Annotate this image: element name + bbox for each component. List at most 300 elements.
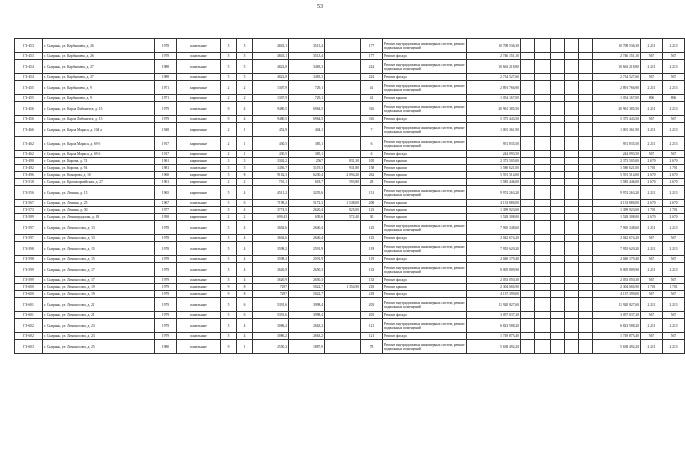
cell-y1: 2 211 xyxy=(641,242,663,256)
cell-year: 1965 xyxy=(155,186,177,200)
cell-area2: 6964,5 xyxy=(289,102,325,116)
cell-empty xyxy=(565,298,579,312)
cell-cost2: 1 580 621,00 xyxy=(593,165,641,172)
cell-y2: 1 701 xyxy=(663,207,685,214)
cell-work: Ремонт фасада xyxy=(383,116,467,123)
cell-empty xyxy=(535,74,551,81)
cell-cost: 8 005 809,90 xyxy=(467,263,521,277)
cell-y1: 2 211 xyxy=(641,39,663,53)
cell-area2: 5119,3 xyxy=(289,165,325,172)
cell-empty xyxy=(565,200,579,207)
cell-e: 4 xyxy=(237,256,253,263)
cell-cost2: 1 749 875,40 xyxy=(593,333,641,340)
cell-empty xyxy=(535,123,551,137)
cell-e: 5 xyxy=(237,60,253,74)
table-row xyxy=(15,298,685,312)
cell-y2: 2 670 xyxy=(663,172,685,179)
cell-n: 123 xyxy=(361,207,383,214)
cell-mat: панельные xyxy=(177,298,221,312)
cell-empty xyxy=(535,319,551,333)
cell-e: 4 xyxy=(237,207,253,214)
cell-area: 3602,6 xyxy=(253,221,289,235)
cell-addr: г. Сызрань, ул. Ломоносова, д. 23 xyxy=(43,333,155,340)
cell-year: 1979 xyxy=(155,312,177,319)
cell-y2: 2 213 xyxy=(663,221,685,235)
cell-area3 xyxy=(325,186,361,200)
cell-addr: г. Сызрань, ул. Ломоносова, д. 13 xyxy=(43,221,155,235)
cell-id: ГЗ-602 xyxy=(15,333,43,340)
cell-mat: панельные xyxy=(177,235,221,242)
cell-empty xyxy=(535,172,551,179)
cell-e: 8 xyxy=(237,291,253,298)
cell-y2: 567 xyxy=(663,333,685,340)
cell-mat: панельные xyxy=(177,312,221,319)
cell-cost2: 2 373 505,00 xyxy=(593,158,641,165)
cell-empty xyxy=(521,291,535,298)
cell-empty xyxy=(551,333,565,340)
cell-work: Ремонт внутридомовых инженерных систем, ремонт подвальных помещений xyxy=(383,102,467,116)
cell-area: 7297 xyxy=(253,284,289,291)
cell-n: 218 xyxy=(361,284,383,291)
cell-empty xyxy=(579,53,593,60)
table-row xyxy=(15,123,685,137)
cell-n: 208 xyxy=(361,200,383,207)
cell-cost2: 4 133 880,00 xyxy=(593,200,641,207)
cell-empty xyxy=(551,179,565,186)
cell-e: 4 xyxy=(237,277,253,284)
cell-f: 2 xyxy=(221,123,237,137)
cell-year: 1971 xyxy=(155,95,177,102)
cell-e: 2 xyxy=(237,214,253,221)
cell-mat: панельные xyxy=(177,60,221,74)
cell-y1: 2 670 xyxy=(641,214,663,221)
cell-empty xyxy=(535,158,551,165)
cell-f: 5 xyxy=(221,263,237,277)
cell-work: Ремонт фасада xyxy=(383,74,467,81)
cell-area3: 2 094,20 xyxy=(325,172,361,179)
cell-empty xyxy=(579,207,593,214)
cell-n: 177 xyxy=(361,53,383,60)
cell-empty xyxy=(565,186,579,200)
cell-area2: 2567 xyxy=(289,158,325,165)
cell-empty xyxy=(579,221,593,235)
cell-area: 9480,5 xyxy=(253,102,289,116)
cell-y2: 2 213 xyxy=(663,137,685,151)
cell-empty xyxy=(535,137,551,151)
table-row xyxy=(15,221,685,235)
cell-year: 1978 xyxy=(155,39,177,53)
cell-f: 2 xyxy=(221,81,237,95)
cell-cost: 2 373 505,00 xyxy=(467,158,521,165)
cell-y2: 567 xyxy=(663,235,685,242)
cell-mat: панельные xyxy=(177,200,221,207)
cell-empty xyxy=(521,81,535,95)
cell-y1: 2 670 xyxy=(641,158,663,165)
cell-y1: 1 701 xyxy=(641,207,663,214)
cell-addr: г. Сызрань, ул. Кирова, д. 74 xyxy=(43,158,155,165)
cell-area3 xyxy=(325,102,361,116)
cell-id: ГЗ-597 xyxy=(15,235,43,242)
cell-cost: 2 053 050,30 xyxy=(467,277,521,284)
cell-work: Ремонт внутридомовых инженерных систем, ремонт подвальных помещений xyxy=(383,60,467,74)
cell-area3: 825,00 xyxy=(325,207,361,214)
cell-area2: 2591,9 xyxy=(289,242,325,256)
cell-area: 701,1 xyxy=(253,179,289,186)
cell-f: 5 xyxy=(221,186,237,200)
cell-area3 xyxy=(325,151,361,158)
cell-n: 203 xyxy=(361,312,383,319)
cell-empty xyxy=(535,102,551,116)
cell-cost2: 2 042 674,20 xyxy=(593,235,641,242)
cell-cost: 1 001 361,90 xyxy=(467,123,521,137)
cell-empty xyxy=(521,165,535,172)
cell-n: 119 xyxy=(361,242,383,256)
cell-area2: 5022,7 xyxy=(289,291,325,298)
cell-work: Ремонт фасада xyxy=(383,277,467,284)
cell-mat: панельные xyxy=(177,207,221,214)
cell-area3: 1 548,00 xyxy=(325,200,361,207)
cell-year: 1978 xyxy=(155,221,177,235)
cell-empty xyxy=(579,340,593,354)
cell-y2: 567 xyxy=(663,312,685,319)
repair-program-table xyxy=(14,38,685,354)
cell-empty xyxy=(565,95,579,102)
cell-mat: кирпичные xyxy=(177,123,221,137)
cell-empty xyxy=(579,95,593,102)
cell-f: 5 xyxy=(221,242,237,256)
cell-mat: кирпичные xyxy=(177,81,221,95)
cell-addr: г. Сызрань, ул. Ленина, д. 25 xyxy=(43,200,155,207)
cell-empty xyxy=(579,214,593,221)
cell-area: 3774,5 xyxy=(253,207,289,214)
cell-work: Ремонт крыши xyxy=(383,200,467,207)
cell-n: 177 xyxy=(361,39,383,53)
table-row xyxy=(15,137,685,151)
cell-area: 7297 xyxy=(253,291,289,298)
cell-area3: 572,40 xyxy=(325,214,361,221)
table-row xyxy=(15,186,685,200)
cell-y1: 2 211 xyxy=(641,81,663,95)
cell-year: 1961 xyxy=(155,179,177,186)
cell-e: 5 xyxy=(237,74,253,81)
page-number: 53 xyxy=(317,4,323,10)
cell-empty xyxy=(551,291,565,298)
cell-area3: 1 354,90 xyxy=(325,284,361,291)
cell-n: 121 xyxy=(361,333,383,340)
cell-id: ГЗ-456 xyxy=(15,102,43,116)
cell-empty xyxy=(551,60,565,74)
cell-y2: 2 670 xyxy=(663,214,685,221)
cell-y2: 567 xyxy=(663,116,685,123)
cell-y1: 2 211 xyxy=(641,319,663,333)
cell-empty xyxy=(551,242,565,256)
cell-area3 xyxy=(325,277,361,284)
cell-empty xyxy=(551,172,565,179)
cell-mat: панельные xyxy=(177,242,221,256)
cell-mat: панельные xyxy=(177,53,221,60)
cell-id: ГЗ-599 xyxy=(15,263,43,277)
cell-empty xyxy=(521,137,535,151)
cell-n: 78 xyxy=(361,340,383,354)
cell-addr: г. Сызрань, ул. Ломоносова, д. 15 xyxy=(43,242,155,256)
cell-empty xyxy=(551,340,565,354)
cell-y1: 567 xyxy=(641,291,663,298)
cell-work: Ремонт фасада xyxy=(383,291,467,298)
cell-area3 xyxy=(325,235,361,242)
cell-y2: 2 213 xyxy=(663,81,685,95)
table-row xyxy=(15,333,685,340)
cell-area: 452,9 xyxy=(253,123,289,137)
cell-empty xyxy=(551,277,565,284)
cell-n: 316 xyxy=(361,116,383,123)
cell-mat: панельные xyxy=(177,277,221,284)
cell-work: Ремонт фасада xyxy=(383,151,467,158)
cell-id: ГЗ-453 xyxy=(15,39,43,53)
cell-y1: 567 xyxy=(641,74,663,81)
cell-f: 5 xyxy=(221,74,237,81)
cell-area3 xyxy=(325,319,361,333)
cell-area: 4843,1 xyxy=(253,39,289,53)
cell-area2: 385,1 xyxy=(289,151,325,158)
cell-empty xyxy=(521,95,535,102)
cell-empty xyxy=(551,312,565,319)
cell-addr: г. Сызрань, ул. Ломоносова, д. 13 xyxy=(43,235,155,242)
cell-work: Ремонт внутридомовых инженерных систем, ремонт подвальных помещений xyxy=(383,123,467,137)
cell-y2: 2 213 xyxy=(663,319,685,333)
cell-mat: панельные xyxy=(177,291,221,298)
cell-empty xyxy=(551,123,565,137)
cell-cost: 1 580 621,00 xyxy=(467,165,521,172)
cell-year: 1967 xyxy=(155,200,177,207)
cell-id: ГЗ-462 xyxy=(15,137,43,151)
cell-addr: г. Сызрань, ул. Ломоносова, д. 19 xyxy=(43,291,155,298)
cell-y1: 567 xyxy=(641,151,663,158)
cell-empty xyxy=(565,263,579,277)
table-row xyxy=(15,95,685,102)
cell-addr: г. Сызрань, ул. Комарова, д. 10 xyxy=(43,172,155,179)
cell-id: ГЗ-455 xyxy=(15,81,43,95)
cell-addr: г. Сызрань, ул. Ленинградская, д. 18 xyxy=(43,214,155,221)
cell-f: 5 xyxy=(221,39,237,53)
cell-work: Ремонт фасада xyxy=(383,312,467,319)
cell-empty xyxy=(565,39,579,53)
cell-f: 9 xyxy=(221,102,237,116)
cell-empty xyxy=(565,256,579,263)
cell-area2: 618,7 xyxy=(289,179,325,186)
cell-id: ГЗ-462 xyxy=(15,151,43,158)
cell-n: 28 xyxy=(361,179,383,186)
cell-area3 xyxy=(325,123,361,137)
cell-f: 3 xyxy=(221,158,237,165)
cell-empty xyxy=(535,256,551,263)
cell-addr: г. Сызрань, ул. Ленина, д. 15 xyxy=(43,186,155,200)
cell-area2: 2650,3 xyxy=(289,277,325,284)
cell-addr: г. Сызрань, ул. Карбышева, д. 9 xyxy=(43,95,155,102)
cell-addr: г. Сызрань, ул. Карбышева, д. 27 xyxy=(43,60,155,74)
cell-empty xyxy=(565,214,579,221)
cell-cost: 9 974 263,20 xyxy=(467,186,521,200)
cell-id: ГЗ-556 xyxy=(15,186,43,200)
cell-empty xyxy=(565,137,579,151)
cell-year: 1917 xyxy=(155,137,177,151)
cell-e: 4 xyxy=(237,333,253,340)
cell-empty xyxy=(565,172,579,179)
cell-area2: 3513,4 xyxy=(289,53,325,60)
cell-area: 1307,9 xyxy=(253,95,289,102)
cell-empty xyxy=(551,200,565,207)
cell-area2: 404,1 xyxy=(289,123,325,137)
cell-id: ГЗ-600 xyxy=(15,284,43,291)
cell-cost2: 9 974 263,20 xyxy=(593,186,641,200)
cell-id: ГЗ-454 xyxy=(15,60,43,74)
cell-empty xyxy=(565,81,579,95)
cell-empty xyxy=(521,186,535,200)
cell-year: 1979 xyxy=(155,284,177,291)
cell-area3 xyxy=(325,60,361,74)
cell-mat: панельные xyxy=(177,74,221,81)
table-row xyxy=(15,340,685,354)
cell-addr: г. Сызрань, ул. Ломоносова, д. 15 xyxy=(43,256,155,263)
cell-empty xyxy=(521,256,535,263)
cell-area2: 3513,4 xyxy=(289,39,325,53)
cell-area: 1307,9 xyxy=(253,81,289,95)
cell-empty xyxy=(565,284,579,291)
table-row xyxy=(15,172,685,179)
cell-id: ГЗ-456 xyxy=(15,116,43,123)
cell-area: 3620,9 xyxy=(253,263,289,277)
cell-e: 1 xyxy=(237,123,253,137)
cell-y2: 806 xyxy=(663,95,685,102)
cell-n: 121 xyxy=(361,319,383,333)
cell-work: Ремонт крыши xyxy=(383,179,467,186)
cell-addr: г. Сызрань, ул. Ломоносова, д. 21 xyxy=(43,312,155,319)
cell-year: 1979 xyxy=(155,319,177,333)
cell-empty xyxy=(521,235,535,242)
cell-year: 1979 xyxy=(155,102,177,116)
cell-empty xyxy=(579,186,593,200)
cell-id: ГЗ-589 xyxy=(15,214,43,221)
cell-empty xyxy=(579,102,593,116)
table-row xyxy=(15,263,685,277)
cell-n: 224 xyxy=(361,60,383,74)
cell-addr: г. Сызрань, ул. Карла Маркса, д. 104 а xyxy=(43,123,155,137)
cell-n: 41 xyxy=(361,81,383,95)
cell-id: ГЗ-573 xyxy=(15,207,43,214)
cell-f: 2 xyxy=(221,151,237,158)
cell-empty xyxy=(579,235,593,242)
cell-empty xyxy=(565,319,579,333)
cell-area: 430,5 xyxy=(253,137,289,151)
cell-year: 1978 xyxy=(155,235,177,242)
cell-empty xyxy=(551,165,565,172)
cell-empty xyxy=(521,158,535,165)
cell-f: 5 xyxy=(221,172,237,179)
cell-empty xyxy=(579,165,593,172)
cell-area2: 2663,2 xyxy=(289,319,325,333)
cell-empty xyxy=(579,263,593,277)
cell-cost2: 5 591 514,00 xyxy=(593,172,641,179)
cell-empty xyxy=(521,221,535,235)
cell-area2: 6230,4 xyxy=(289,172,325,179)
cell-empty xyxy=(535,81,551,95)
cell-area2: 2650,3 xyxy=(289,263,325,277)
cell-empty xyxy=(535,207,551,214)
cell-area2: 6964,5 xyxy=(289,116,325,123)
cell-work: Ремонт внутридомовых инженерных систем, ремонт подвальных помещений xyxy=(383,186,467,200)
cell-e: 4 xyxy=(237,235,253,242)
cell-y2: 2 670 xyxy=(663,200,685,207)
cell-empty xyxy=(551,207,565,214)
cell-y1: 2 211 xyxy=(641,340,663,354)
cell-cost: 2 891 766,90 xyxy=(467,81,521,95)
cell-n: 224 xyxy=(361,74,383,81)
cell-id: ГЗ-490 xyxy=(15,158,43,165)
table-row xyxy=(15,277,685,284)
cell-f: 9 xyxy=(221,340,237,354)
cell-y2: 567 xyxy=(663,74,685,81)
cell-y1: 2 211 xyxy=(641,263,663,277)
cell-e: 4 xyxy=(237,221,253,235)
cell-area3 xyxy=(325,221,361,235)
cell-empty xyxy=(521,116,535,123)
cell-area2: 385,1 xyxy=(289,137,325,151)
cell-empty xyxy=(551,221,565,235)
cell-area2: 2591,9 xyxy=(289,256,325,263)
cell-area: 1456,7 xyxy=(253,165,289,172)
cell-e: 1 xyxy=(237,151,253,158)
cell-y1: 2 670 xyxy=(641,179,663,186)
cell-e: 4 xyxy=(237,102,253,116)
cell-empty xyxy=(551,158,565,165)
cell-work: Ремонт фасада xyxy=(383,333,467,340)
cell-area: 3620,9 xyxy=(253,277,289,284)
table-row xyxy=(15,53,685,60)
cell-cost: 2 040 179,40 xyxy=(467,256,521,263)
table-row xyxy=(15,60,685,74)
cell-area2: 2640,4 xyxy=(289,221,325,235)
cell-y1: 2 670 xyxy=(641,200,663,207)
cell-cost: 2 734 527,60 xyxy=(467,74,521,81)
cell-id: ГЗ-601 xyxy=(15,312,43,319)
cell-cost2: 3 057 037,20 xyxy=(593,312,641,319)
cell-cost2: 6 823 588,20 xyxy=(593,319,641,333)
cell-empty xyxy=(579,284,593,291)
cell-area3 xyxy=(325,39,361,53)
cell-id: ГЗ-603 xyxy=(15,340,43,354)
cell-cost2: 244 093,50 xyxy=(593,151,641,158)
cell-empty xyxy=(579,319,593,333)
cell-area: 3086,2 xyxy=(253,333,289,340)
cell-e: 3 xyxy=(237,158,253,165)
cell-id: ГЗ-598 xyxy=(15,242,43,256)
cell-mat: панельные xyxy=(177,319,221,333)
table-row xyxy=(15,179,685,186)
cell-work: Ремонт крыши xyxy=(383,165,467,172)
cell-addr: г. Сызрань, ул. Ломоносова, д. 19 xyxy=(43,284,155,291)
cell-y2: 2 213 xyxy=(663,102,685,116)
cell-empty xyxy=(521,179,535,186)
cell-y2: 2 213 xyxy=(663,242,685,256)
cell-y2: 1 701 xyxy=(663,165,685,172)
table-row xyxy=(15,214,685,221)
table-row xyxy=(15,256,685,263)
cell-empty xyxy=(535,235,551,242)
cell-empty xyxy=(521,123,535,137)
cell-f: 5 xyxy=(221,60,237,74)
cell-cost: 2 746 151,10 xyxy=(467,53,521,60)
cell-y1: 2 211 xyxy=(641,137,663,151)
cell-area2: 5172,3 xyxy=(289,200,325,207)
